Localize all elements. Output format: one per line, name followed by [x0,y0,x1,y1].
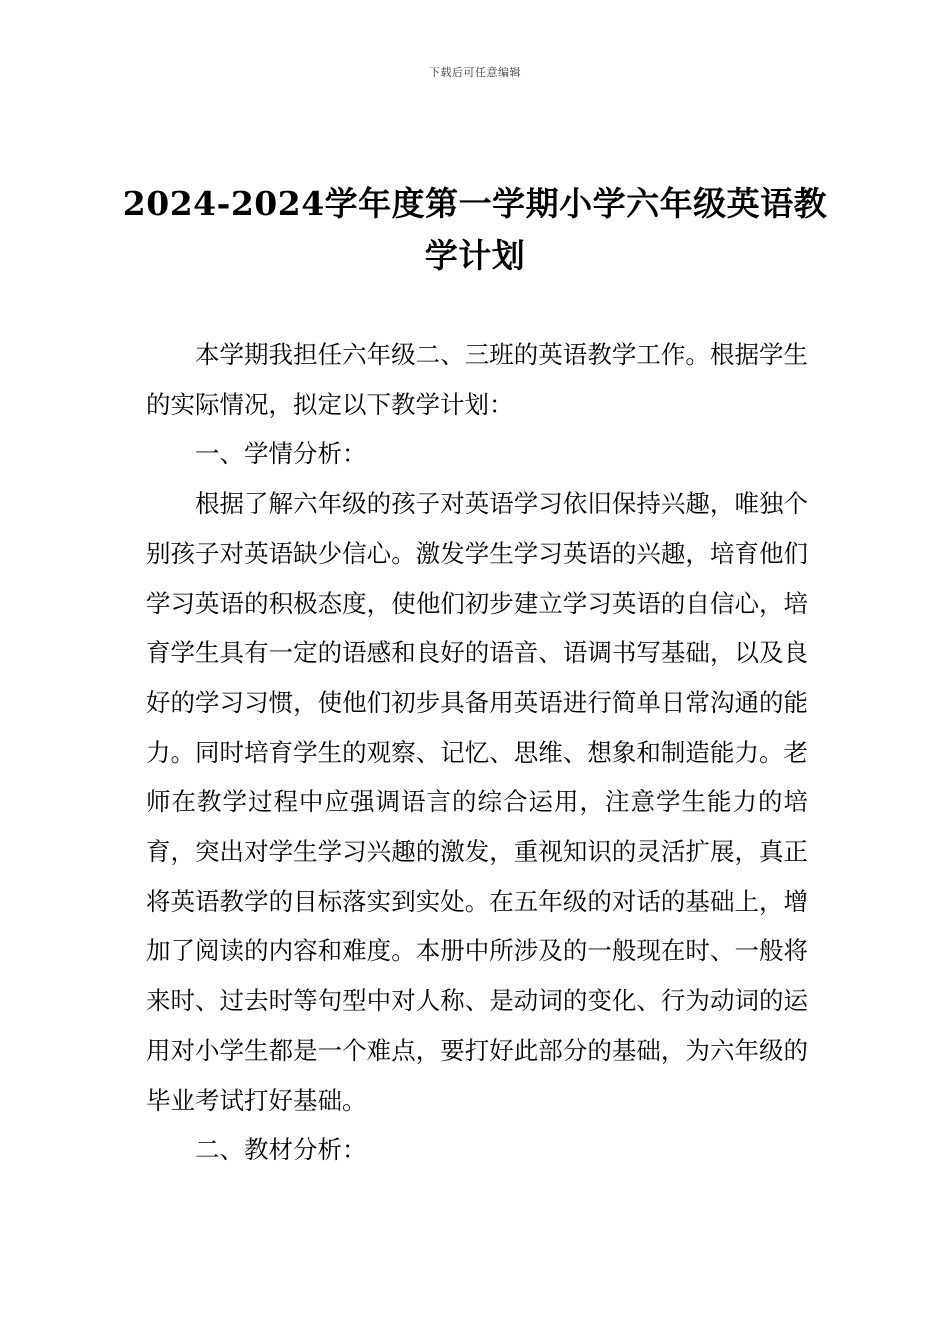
analysis-paragraph: 根据了解六年级的孩子对英语学习依旧保持兴趣，唯独个别孩子对英语缺少信心。激发学生学习英语的兴趣，培育他们学习英语的积极态度，使他们初步建立学习英语的自信心，培育学生具有一定的语感和良好的语音、语调书写基础，以及良好的学习习惯，使他们初步具备用英语进行简单日常沟通的能力。同时培育学生的观察、记忆、思维、想象和制造能力。老师在教学过程中应强调语言的综合运用，注意学生能力的培育，突出对学生学习兴趣的激发，重视知识的灵活扩展，真正将英语教学的目标落实到实处。在五年级的对话的基础上，增加了阅读的内容和难度。本册中所涉及的一般现在时、一般将来时、过去时等句型中对人称、是动词的变化、行为动词的运用对小学生都是一个难点，要打好此部分的基础，为六年级的毕业考试打好基础。 [146,489,808,1115]
document-title: 2024-2024学年度第一学期小学六年级英语教学计划 [122,184,828,275]
section-heading-1: 一、学情分析： [195,439,367,469]
header-note: 下载后可任意编辑 [429,66,521,79]
document-body [146,330,808,1175]
section-heading-2: 二、教材分析： [195,1135,367,1165]
intro-paragraph: 本学期我担任六年级二、三班的英语教学工作。根据学生的实际情况，拟定以下教学计划： [146,340,808,419]
